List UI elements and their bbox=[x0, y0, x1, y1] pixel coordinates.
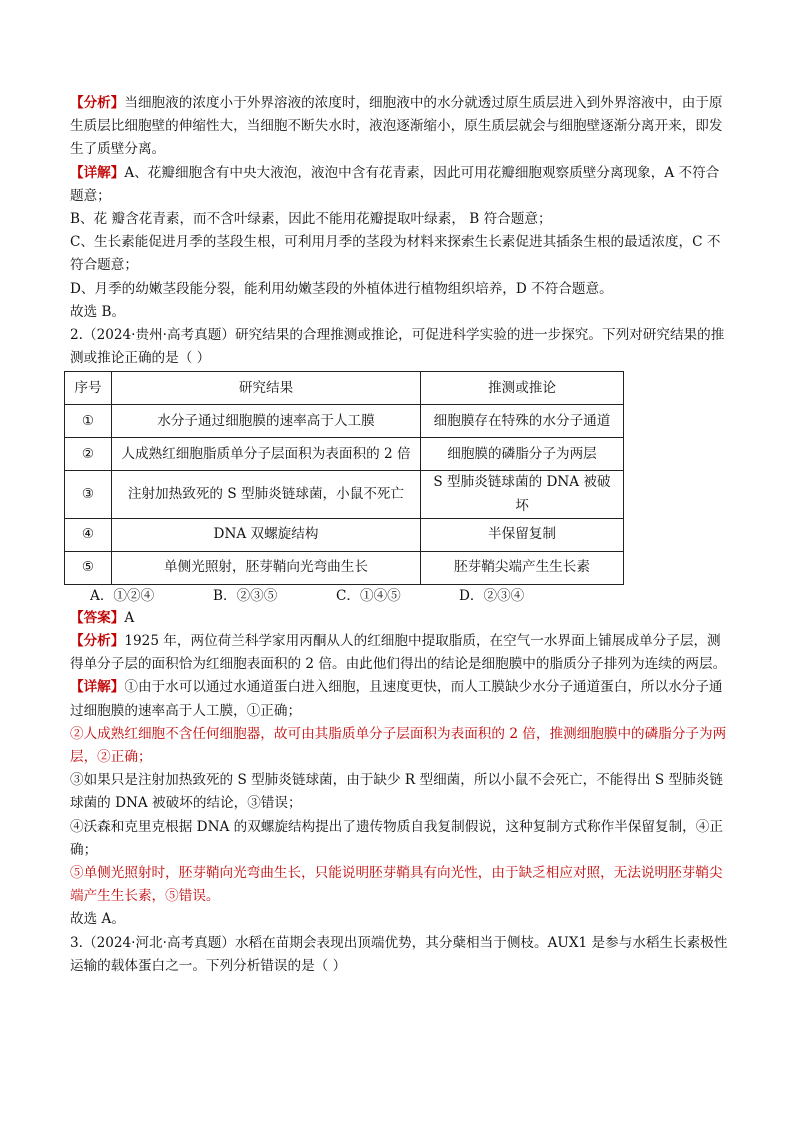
detail-tag: 【详解】 bbox=[70, 164, 125, 181]
q1-conclusion: 故选 B。 bbox=[70, 303, 126, 320]
q2-detail-1: 【详解】①由于水可以通过水通道蛋白进入细胞，且速度更快，而人工膜缺少水分子通道蛋白，所以水分子通过细胞膜的速率高于人工膜，①正确； bbox=[70, 679, 723, 719]
table-cell: 细胞膜存在特殊的水分子通道 bbox=[421, 405, 624, 438]
q1-detail-b: B、花 瓣含花青素，而不含叶绿素，因此不能用花瓣提取叶绿素， B 符合题意； bbox=[70, 211, 552, 228]
document-page bbox=[70, 92, 730, 978]
q2-detail-3: ③如果只是注射加热致死的 S 型肺炎链球菌，由于缺少 R 型细菌，所以小鼠不会死亡，不能得出 S 型肺炎链球菌的 DNA 被破坏的结论，③错误； bbox=[70, 772, 723, 812]
table-cell: 人成熟红细胞脂质单分子层面积为表面积的 2 倍 bbox=[112, 438, 421, 471]
option-b: B．②③⑤ bbox=[213, 587, 278, 604]
q2-answer: 【答案】A bbox=[70, 609, 135, 626]
q1-analysis: 【分析】当细胞液的浓度小于外界溶液的浓度时，细胞液中的水分就透过原生质层进入到外界溶液中，由于原生质层比细胞壁的伸缩性大，当细胞不断失水时，液泡逐渐缩小，原生质层就会与细胞壁逐渐分离开来，即发生了质壁分离。 bbox=[70, 95, 723, 158]
table-cell: 水分子通过细胞膜的速率高于人工膜 bbox=[112, 405, 421, 438]
option-a: A．①②④ bbox=[90, 587, 155, 604]
table-cell: ③ bbox=[65, 471, 112, 518]
table-cell: ⑤ bbox=[65, 551, 112, 584]
detail-tag: 【详解】 bbox=[70, 679, 125, 696]
q2-detail-2: ②人成熟红细胞不含任何细胞器，故可由其脂质单分子层面积为表面积的 2 倍，推测细胞膜中的磷脂分子为两层，②正确； bbox=[70, 725, 727, 766]
q1-detail-d: D、月季的幼嫩茎段能分裂，能利用幼嫩茎段的外植体进行植物组织培养，D 不符合题意。 bbox=[70, 280, 613, 297]
table-cell: 注射加热致死的 S 型肺炎链球菌，小鼠不死亡 bbox=[112, 471, 421, 518]
table-cell: 胚芽鞘尖端产生生长素 bbox=[421, 551, 624, 584]
table-cell: 细胞膜的磷脂分子为两层 bbox=[421, 438, 624, 471]
q2-conclusion: 故选 A。 bbox=[70, 911, 125, 928]
q1-detail-c: C、生长素能促进月季的茎段生根，可利用月季的茎段为材料来探索生长素促进其插条生根的最适浓度，C 不符合题意； bbox=[70, 234, 721, 274]
q3-stem: 3.（2024·河北·高考真题）水稻在苗期会表现出顶端优势，其分蘖相当于侧枝。AUX1 是参与水稻生长素极性运输的载体蛋白之一。下列分析错误的是（ ） bbox=[70, 934, 728, 974]
table-header-row bbox=[65, 372, 624, 405]
table-header: 研究结果 bbox=[112, 372, 421, 405]
table-cell: 单侧光照射，胚芽鞘向光弯曲生长 bbox=[112, 551, 421, 584]
table-cell: 半保留复制 bbox=[421, 518, 624, 551]
table-header: 推测或推论 bbox=[421, 372, 624, 405]
q2-detail-4: ④沃森和克里克根据 DNA 的双螺旋结构提出了遗传物质自我复制假说，这种复制方式称作半保留复制，④正确； bbox=[70, 818, 723, 858]
table-cell: DNA 双螺旋结构 bbox=[112, 518, 421, 551]
answer-tag: 【答案】 bbox=[70, 609, 125, 626]
table-cell: ② bbox=[65, 438, 112, 471]
table-cell: ① bbox=[65, 405, 112, 438]
table-row bbox=[65, 518, 624, 551]
q2-table bbox=[64, 371, 624, 584]
table-row bbox=[65, 405, 624, 438]
table-row bbox=[65, 438, 624, 471]
q2-analysis: 【分析】1925 年，两位荷兰科学家用丙酮从人的红细胞中提取脂质，在空气一水界面上铺展成单分子层，测得单分子层的面积恰为红细胞表面积的 2 倍。由此他们得出的结论是细胞膜中的脂质分子排列为连续的两层。 bbox=[70, 633, 727, 673]
table-cell: S 型肺炎链球菌的 DNA 被破坏 bbox=[421, 471, 624, 518]
q2-stem: 2.（2024·贵州·高考真题）研究结果的合理推测或推论，可促进科学实验的进一步探究。下列对研究结果的推测或推论正确的是（ ） bbox=[70, 327, 725, 367]
q2-detail-5: ⑤单侧光照射时，胚芽鞘向光弯曲生长，只能说明胚芽鞘具有向光性，由于缺乏相应对照，无法说明胚芽鞘尖端产生生长素，⑤错误。 bbox=[70, 865, 723, 905]
q1-detail-a: 【详解】A、花瓣细胞含有中央大液泡，液泡中含有花青素，因此可用花瓣细胞观察质壁分离现象，A 不符合题意； bbox=[70, 164, 720, 204]
analysis-tag: 【分析】 bbox=[70, 633, 125, 650]
table-row bbox=[65, 471, 624, 518]
option-c: C．①④⑤ bbox=[336, 587, 401, 604]
table-header: 序号 bbox=[65, 372, 112, 405]
table-cell: ④ bbox=[65, 518, 112, 551]
q2-options bbox=[70, 585, 730, 607]
option-d: D．②③④ bbox=[459, 587, 525, 604]
table-row bbox=[65, 551, 624, 584]
analysis-tag: 【分析】 bbox=[70, 95, 125, 111]
